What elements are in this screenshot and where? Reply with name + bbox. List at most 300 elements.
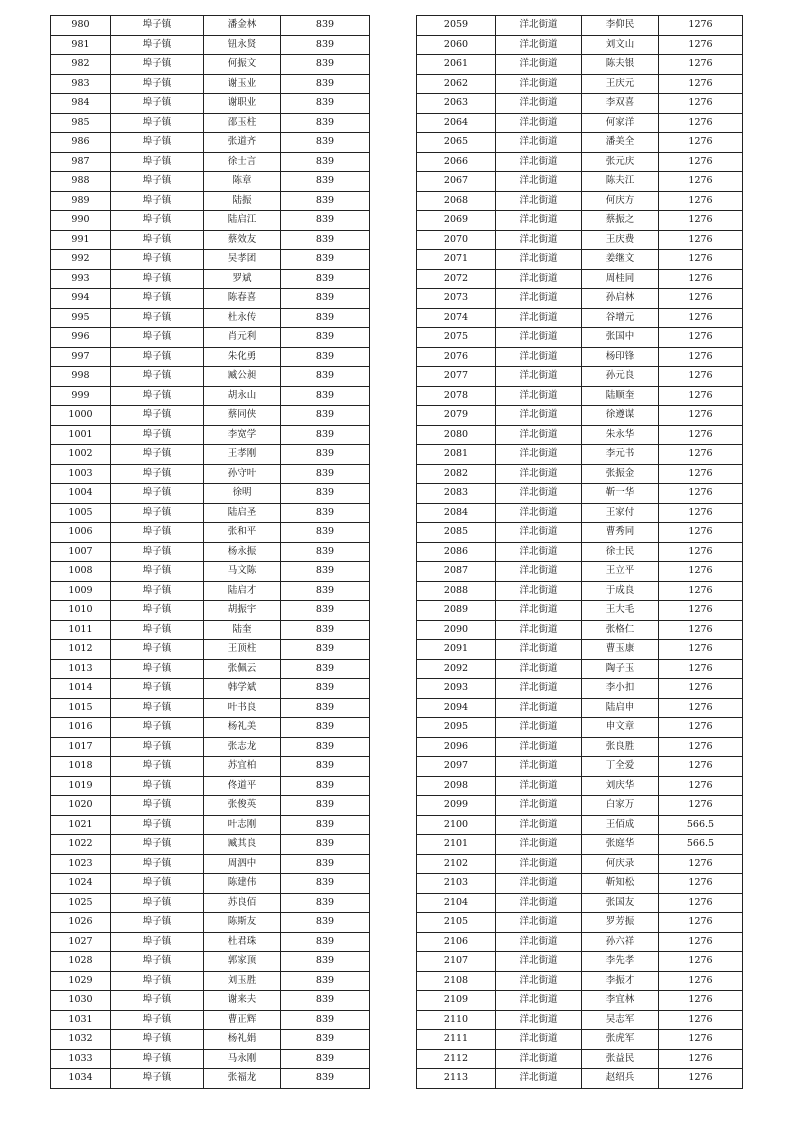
table-row bbox=[417, 74, 743, 94]
township-cell: 洋北街道 bbox=[496, 679, 582, 699]
amount-cell: 1276 bbox=[659, 347, 743, 367]
table-row bbox=[51, 913, 370, 933]
township-cell: 埠子镇 bbox=[111, 718, 204, 738]
amount-cell: 1276 bbox=[659, 854, 743, 874]
right-record-table bbox=[416, 15, 743, 1089]
serial-number-cell: 2112 bbox=[417, 1049, 496, 1069]
table-row bbox=[417, 913, 743, 933]
amount-cell: 839 bbox=[281, 601, 370, 621]
serial-number-cell: 981 bbox=[51, 35, 111, 55]
amount-cell: 1276 bbox=[659, 308, 743, 328]
table-row bbox=[51, 874, 370, 894]
serial-number-cell: 1030 bbox=[51, 991, 111, 1011]
table-row bbox=[417, 55, 743, 75]
serial-number-cell: 1005 bbox=[51, 503, 111, 523]
amount-cell: 1276 bbox=[659, 35, 743, 55]
amount-cell: 839 bbox=[281, 211, 370, 231]
table-row bbox=[417, 1069, 743, 1089]
serial-number-cell: 988 bbox=[51, 172, 111, 192]
township-cell: 洋北街道 bbox=[496, 1030, 582, 1050]
township-cell: 洋北街道 bbox=[496, 542, 582, 562]
right-table-body bbox=[417, 16, 743, 1089]
serial-number-cell: 1018 bbox=[51, 757, 111, 777]
amount-cell: 1276 bbox=[659, 796, 743, 816]
table-row bbox=[417, 484, 743, 504]
township-cell: 埠子镇 bbox=[111, 874, 204, 894]
amount-cell: 839 bbox=[281, 1030, 370, 1050]
township-cell: 埠子镇 bbox=[111, 835, 204, 855]
township-cell: 埠子镇 bbox=[111, 113, 204, 133]
person-name-cell: 陈夫江 bbox=[582, 172, 659, 192]
table-row bbox=[417, 991, 743, 1011]
township-cell: 洋北街道 bbox=[496, 1069, 582, 1089]
amount-cell: 839 bbox=[281, 328, 370, 348]
person-name-cell: 靳知松 bbox=[582, 874, 659, 894]
amount-cell: 839 bbox=[281, 250, 370, 270]
amount-cell: 1276 bbox=[659, 172, 743, 192]
township-cell: 洋北街道 bbox=[496, 913, 582, 933]
person-name-cell: 蔡效友 bbox=[204, 230, 281, 250]
township-cell: 洋北街道 bbox=[496, 698, 582, 718]
serial-number-cell: 2062 bbox=[417, 74, 496, 94]
township-cell: 埠子镇 bbox=[111, 406, 204, 426]
person-name-cell: 陆启才 bbox=[204, 581, 281, 601]
amount-cell: 1276 bbox=[659, 16, 743, 36]
amount-cell: 839 bbox=[281, 289, 370, 309]
serial-number-cell: 984 bbox=[51, 94, 111, 114]
amount-cell: 1276 bbox=[659, 913, 743, 933]
serial-number-cell: 1009 bbox=[51, 581, 111, 601]
person-name-cell: 周桂同 bbox=[582, 269, 659, 289]
amount-cell: 839 bbox=[281, 113, 370, 133]
person-name-cell: 王立平 bbox=[582, 562, 659, 582]
table-row bbox=[417, 152, 743, 172]
township-cell: 埠子镇 bbox=[111, 913, 204, 933]
amount-cell: 839 bbox=[281, 757, 370, 777]
table-row bbox=[417, 698, 743, 718]
township-cell: 埠子镇 bbox=[111, 269, 204, 289]
person-name-cell: 张益民 bbox=[582, 1049, 659, 1069]
table-row bbox=[51, 523, 370, 543]
person-name-cell: 王孝刚 bbox=[204, 445, 281, 465]
person-name-cell: 陆奎 bbox=[204, 620, 281, 640]
person-name-cell: 邵玉柱 bbox=[204, 113, 281, 133]
township-cell: 洋北街道 bbox=[496, 991, 582, 1011]
person-name-cell: 苏宜柏 bbox=[204, 757, 281, 777]
table-row bbox=[417, 425, 743, 445]
person-name-cell: 张元庆 bbox=[582, 152, 659, 172]
person-name-cell: 王家付 bbox=[582, 503, 659, 523]
person-name-cell: 谢玉业 bbox=[204, 74, 281, 94]
serial-number-cell: 998 bbox=[51, 367, 111, 387]
township-cell: 埠子镇 bbox=[111, 211, 204, 231]
person-name-cell: 李振才 bbox=[582, 971, 659, 991]
township-cell: 洋北街道 bbox=[496, 503, 582, 523]
township-cell: 埠子镇 bbox=[111, 250, 204, 270]
serial-number-cell: 1007 bbox=[51, 542, 111, 562]
amount-cell: 839 bbox=[281, 425, 370, 445]
amount-cell: 1276 bbox=[659, 698, 743, 718]
person-name-cell: 潘金林 bbox=[204, 16, 281, 36]
person-name-cell: 张庭华 bbox=[582, 835, 659, 855]
township-cell: 埠子镇 bbox=[111, 601, 204, 621]
serial-number-cell: 2096 bbox=[417, 737, 496, 757]
table-row bbox=[51, 35, 370, 55]
serial-number-cell: 1002 bbox=[51, 445, 111, 465]
table-row bbox=[417, 620, 743, 640]
amount-cell: 1276 bbox=[659, 133, 743, 153]
township-cell: 埠子镇 bbox=[111, 952, 204, 972]
person-name-cell: 陶子玉 bbox=[582, 659, 659, 679]
table-row bbox=[51, 464, 370, 484]
person-name-cell: 陈春喜 bbox=[204, 289, 281, 309]
township-cell: 洋北街道 bbox=[496, 523, 582, 543]
serial-number-cell: 987 bbox=[51, 152, 111, 172]
amount-cell: 839 bbox=[281, 562, 370, 582]
person-name-cell: 于成良 bbox=[582, 581, 659, 601]
amount-cell: 1276 bbox=[659, 757, 743, 777]
table-row bbox=[417, 718, 743, 738]
table-row bbox=[417, 854, 743, 874]
amount-cell: 839 bbox=[281, 464, 370, 484]
person-name-cell: 吴孝团 bbox=[204, 250, 281, 270]
person-name-cell: 王佰成 bbox=[582, 815, 659, 835]
person-name-cell: 张道齐 bbox=[204, 133, 281, 153]
person-name-cell: 陆启江 bbox=[204, 211, 281, 231]
amount-cell: 1276 bbox=[659, 55, 743, 75]
amount-cell: 839 bbox=[281, 269, 370, 289]
table-row bbox=[417, 601, 743, 621]
serial-number-cell: 2060 bbox=[417, 35, 496, 55]
serial-number-cell: 2073 bbox=[417, 289, 496, 309]
serial-number-cell: 2095 bbox=[417, 718, 496, 738]
table-row bbox=[417, 328, 743, 348]
serial-number-cell: 989 bbox=[51, 191, 111, 211]
serial-number-cell: 982 bbox=[51, 55, 111, 75]
township-cell: 埠子镇 bbox=[111, 932, 204, 952]
township-cell: 洋北街道 bbox=[496, 328, 582, 348]
person-name-cell: 王大毛 bbox=[582, 601, 659, 621]
table-row bbox=[417, 893, 743, 913]
township-cell: 埠子镇 bbox=[111, 542, 204, 562]
serial-number-cell: 1014 bbox=[51, 679, 111, 699]
township-cell: 洋北街道 bbox=[496, 1010, 582, 1030]
table-row bbox=[417, 269, 743, 289]
serial-number-cell: 2065 bbox=[417, 133, 496, 153]
serial-number-cell: 1012 bbox=[51, 640, 111, 660]
amount-cell: 1276 bbox=[659, 874, 743, 894]
township-cell: 洋北街道 bbox=[496, 757, 582, 777]
table-row bbox=[51, 1030, 370, 1050]
serial-number-cell: 2068 bbox=[417, 191, 496, 211]
township-cell: 埠子镇 bbox=[111, 347, 204, 367]
township-cell: 埠子镇 bbox=[111, 386, 204, 406]
serial-number-cell: 2090 bbox=[417, 620, 496, 640]
person-name-cell: 张佩云 bbox=[204, 659, 281, 679]
township-cell: 埠子镇 bbox=[111, 757, 204, 777]
amount-cell: 839 bbox=[281, 367, 370, 387]
person-name-cell: 谢来夫 bbox=[204, 991, 281, 1011]
table-row bbox=[417, 1010, 743, 1030]
serial-number-cell: 1000 bbox=[51, 406, 111, 426]
township-cell: 洋北街道 bbox=[496, 308, 582, 328]
township-cell: 埠子镇 bbox=[111, 991, 204, 1011]
township-cell: 洋北街道 bbox=[496, 94, 582, 114]
serial-number-cell: 2089 bbox=[417, 601, 496, 621]
township-cell: 洋北街道 bbox=[496, 484, 582, 504]
table-row bbox=[51, 796, 370, 816]
table-row bbox=[51, 835, 370, 855]
township-cell: 洋北街道 bbox=[496, 386, 582, 406]
table-row bbox=[51, 698, 370, 718]
person-name-cell: 张和平 bbox=[204, 523, 281, 543]
amount-cell: 1276 bbox=[659, 893, 743, 913]
serial-number-cell: 2101 bbox=[417, 835, 496, 855]
table-row bbox=[51, 971, 370, 991]
township-cell: 埠子镇 bbox=[111, 815, 204, 835]
township-cell: 埠子镇 bbox=[111, 74, 204, 94]
table-row bbox=[417, 971, 743, 991]
serial-number-cell: 1003 bbox=[51, 464, 111, 484]
left-record-table bbox=[50, 15, 370, 1089]
table-row bbox=[51, 133, 370, 153]
person-name-cell: 朱永华 bbox=[582, 425, 659, 445]
township-cell: 洋北街道 bbox=[496, 16, 582, 36]
township-cell: 埠子镇 bbox=[111, 796, 204, 816]
person-name-cell: 李双喜 bbox=[582, 94, 659, 114]
person-name-cell: 吴志军 bbox=[582, 1010, 659, 1030]
serial-number-cell: 2075 bbox=[417, 328, 496, 348]
serial-number-cell: 1017 bbox=[51, 737, 111, 757]
table-row bbox=[51, 386, 370, 406]
serial-number-cell: 992 bbox=[51, 250, 111, 270]
serial-number-cell: 986 bbox=[51, 133, 111, 153]
serial-number-cell: 996 bbox=[51, 328, 111, 348]
amount-cell: 839 bbox=[281, 74, 370, 94]
township-cell: 洋北街道 bbox=[496, 152, 582, 172]
table-row bbox=[51, 172, 370, 192]
serial-number-cell: 2104 bbox=[417, 893, 496, 913]
amount-cell: 1276 bbox=[659, 601, 743, 621]
amount-cell: 1276 bbox=[659, 1010, 743, 1030]
table-row bbox=[417, 815, 743, 835]
table-row bbox=[51, 1049, 370, 1069]
township-cell: 洋北街道 bbox=[496, 347, 582, 367]
township-cell: 埠子镇 bbox=[111, 620, 204, 640]
township-cell: 洋北街道 bbox=[496, 737, 582, 757]
person-name-cell: 何庆录 bbox=[582, 854, 659, 874]
person-name-cell: 王顶柱 bbox=[204, 640, 281, 660]
table-row bbox=[417, 113, 743, 133]
person-name-cell: 徐士言 bbox=[204, 152, 281, 172]
person-name-cell: 谷增元 bbox=[582, 308, 659, 328]
table-row bbox=[417, 640, 743, 660]
amount-cell: 839 bbox=[281, 991, 370, 1011]
table-row bbox=[51, 718, 370, 738]
person-name-cell: 何庆方 bbox=[582, 191, 659, 211]
serial-number-cell: 2091 bbox=[417, 640, 496, 660]
table-row bbox=[417, 191, 743, 211]
amount-cell: 1276 bbox=[659, 620, 743, 640]
table-row bbox=[417, 133, 743, 153]
amount-cell: 839 bbox=[281, 913, 370, 933]
person-name-cell: 陆顺奎 bbox=[582, 386, 659, 406]
township-cell: 埠子镇 bbox=[111, 1010, 204, 1030]
table-row bbox=[417, 172, 743, 192]
serial-number-cell: 2083 bbox=[417, 484, 496, 504]
table-row bbox=[417, 211, 743, 231]
table-row bbox=[417, 874, 743, 894]
amount-cell: 839 bbox=[281, 581, 370, 601]
person-name-cell: 徐遵谋 bbox=[582, 406, 659, 426]
serial-number-cell: 2067 bbox=[417, 172, 496, 192]
amount-cell: 839 bbox=[281, 659, 370, 679]
township-cell: 埠子镇 bbox=[111, 971, 204, 991]
person-name-cell: 丁全爱 bbox=[582, 757, 659, 777]
serial-number-cell: 1029 bbox=[51, 971, 111, 991]
table-row bbox=[51, 737, 370, 757]
amount-cell: 839 bbox=[281, 542, 370, 562]
table-row bbox=[417, 737, 743, 757]
serial-number-cell: 2081 bbox=[417, 445, 496, 465]
amount-cell: 839 bbox=[281, 16, 370, 36]
township-cell: 洋北街道 bbox=[496, 835, 582, 855]
amount-cell: 1276 bbox=[659, 191, 743, 211]
serial-number-cell: 2070 bbox=[417, 230, 496, 250]
township-cell: 埠子镇 bbox=[111, 562, 204, 582]
person-name-cell: 罗芳振 bbox=[582, 913, 659, 933]
amount-cell: 839 bbox=[281, 796, 370, 816]
township-cell: 洋北街道 bbox=[496, 776, 582, 796]
table-row bbox=[417, 932, 743, 952]
serial-number-cell: 1022 bbox=[51, 835, 111, 855]
township-cell: 洋北街道 bbox=[496, 952, 582, 972]
person-name-cell: 陆启申 bbox=[582, 698, 659, 718]
person-name-cell: 张振金 bbox=[582, 464, 659, 484]
serial-number-cell: 980 bbox=[51, 16, 111, 36]
table-row bbox=[417, 757, 743, 777]
township-cell: 埠子镇 bbox=[111, 191, 204, 211]
person-name-cell: 谢职业 bbox=[204, 94, 281, 114]
township-cell: 埠子镇 bbox=[111, 16, 204, 36]
table-row bbox=[51, 230, 370, 250]
serial-number-cell: 2097 bbox=[417, 757, 496, 777]
table-row bbox=[51, 815, 370, 835]
amount-cell: 1276 bbox=[659, 1069, 743, 1089]
amount-cell: 839 bbox=[281, 620, 370, 640]
serial-number-cell: 2111 bbox=[417, 1030, 496, 1050]
amount-cell: 1276 bbox=[659, 932, 743, 952]
person-name-cell: 王庆元 bbox=[582, 74, 659, 94]
serial-number-cell: 1027 bbox=[51, 932, 111, 952]
amount-cell: 1276 bbox=[659, 503, 743, 523]
amount-cell: 1276 bbox=[659, 581, 743, 601]
table-row bbox=[417, 347, 743, 367]
township-cell: 埠子镇 bbox=[111, 55, 204, 75]
table-row bbox=[51, 659, 370, 679]
table-row bbox=[51, 152, 370, 172]
person-name-cell: 刘玉胜 bbox=[204, 971, 281, 991]
person-name-cell: 杜永传 bbox=[204, 308, 281, 328]
amount-cell: 1276 bbox=[659, 74, 743, 94]
person-name-cell: 胡振宇 bbox=[204, 601, 281, 621]
amount-cell: 839 bbox=[281, 308, 370, 328]
amount-cell: 839 bbox=[281, 484, 370, 504]
table-row bbox=[51, 406, 370, 426]
table-row bbox=[51, 250, 370, 270]
person-name-cell: 杜君珠 bbox=[204, 932, 281, 952]
person-name-cell: 马永刚 bbox=[204, 1049, 281, 1069]
serial-number-cell: 1004 bbox=[51, 484, 111, 504]
person-name-cell: 胡永山 bbox=[204, 386, 281, 406]
township-cell: 洋北街道 bbox=[496, 289, 582, 309]
amount-cell: 1276 bbox=[659, 737, 743, 757]
amount-cell: 839 bbox=[281, 406, 370, 426]
person-name-cell: 陈章 bbox=[204, 172, 281, 192]
serial-number-cell: 1028 bbox=[51, 952, 111, 972]
table-row bbox=[51, 211, 370, 231]
table-row bbox=[51, 1069, 370, 1089]
table-row bbox=[51, 640, 370, 660]
township-cell: 洋北街道 bbox=[496, 854, 582, 874]
amount-cell: 839 bbox=[281, 55, 370, 75]
township-cell: 埠子镇 bbox=[111, 1030, 204, 1050]
serial-number-cell: 2102 bbox=[417, 854, 496, 874]
township-cell: 埠子镇 bbox=[111, 640, 204, 660]
table-row bbox=[417, 406, 743, 426]
table-row bbox=[51, 581, 370, 601]
person-name-cell: 王庆费 bbox=[582, 230, 659, 250]
amount-cell: 839 bbox=[281, 971, 370, 991]
person-name-cell: 孙守叶 bbox=[204, 464, 281, 484]
amount-cell: 1276 bbox=[659, 679, 743, 699]
amount-cell: 839 bbox=[281, 893, 370, 913]
serial-number-cell: 995 bbox=[51, 308, 111, 328]
township-cell: 洋北街道 bbox=[496, 113, 582, 133]
serial-number-cell: 1026 bbox=[51, 913, 111, 933]
table-row bbox=[417, 776, 743, 796]
amount-cell: 1276 bbox=[659, 289, 743, 309]
person-name-cell: 曹正辉 bbox=[204, 1010, 281, 1030]
township-cell: 洋北街道 bbox=[496, 250, 582, 270]
person-name-cell: 杨永振 bbox=[204, 542, 281, 562]
township-cell: 洋北街道 bbox=[496, 581, 582, 601]
amount-cell: 839 bbox=[281, 776, 370, 796]
township-cell: 洋北街道 bbox=[496, 1049, 582, 1069]
person-name-cell: 陈夫银 bbox=[582, 55, 659, 75]
township-cell: 洋北街道 bbox=[496, 367, 582, 387]
table-row bbox=[51, 542, 370, 562]
township-cell: 洋北街道 bbox=[496, 55, 582, 75]
person-name-cell: 白家万 bbox=[582, 796, 659, 816]
person-name-cell: 罗斌 bbox=[204, 269, 281, 289]
table-row bbox=[51, 55, 370, 75]
table-row bbox=[51, 94, 370, 114]
amount-cell: 839 bbox=[281, 640, 370, 660]
person-name-cell: 马文陈 bbox=[204, 562, 281, 582]
person-name-cell: 蔡同侠 bbox=[204, 406, 281, 426]
person-name-cell: 曹玉康 bbox=[582, 640, 659, 660]
township-cell: 埠子镇 bbox=[111, 308, 204, 328]
serial-number-cell: 2113 bbox=[417, 1069, 496, 1089]
person-name-cell: 徐士民 bbox=[582, 542, 659, 562]
table-row bbox=[417, 523, 743, 543]
amount-cell: 1276 bbox=[659, 445, 743, 465]
person-name-cell: 陆振 bbox=[204, 191, 281, 211]
serial-number-cell: 2106 bbox=[417, 932, 496, 952]
serial-number-cell: 990 bbox=[51, 211, 111, 231]
person-name-cell: 何振文 bbox=[204, 55, 281, 75]
